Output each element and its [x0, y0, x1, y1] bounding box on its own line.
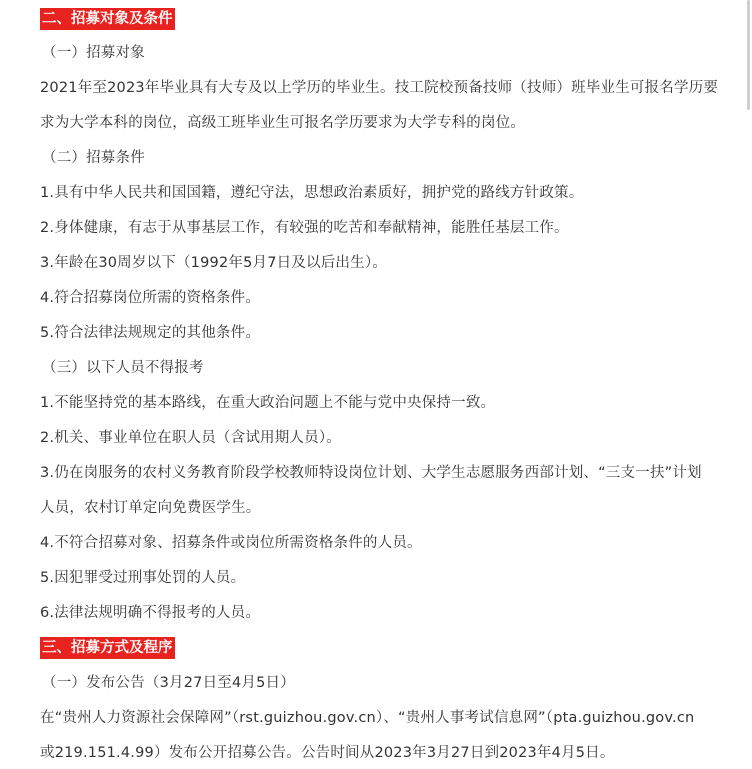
ineligible-item: 人员，农村订单定向免费医学生。 [40, 500, 261, 516]
scrollbar[interactable] [746, 0, 752, 110]
paragraph-line: 在“贵州人力资源社会保障网”（rst.guizhou.gov.cn）、“贵州人事考试信息网”（pta.guizhou.gov.cn [40, 710, 695, 726]
ineligible-item: 2.机关、事业单位在职人员（含试用期人员）。 [40, 430, 341, 446]
ineligible-item: 6.法律法规明确不得报考的人员。 [40, 605, 261, 621]
section-heading-recruitment-procedure: 三、招募方式及程序 [40, 637, 175, 659]
ineligible-item: 1.不能坚持党的基本路线，在重大政治问题上不能与党中央保持一致。 [40, 395, 496, 411]
subheading-ineligible-persons: （三）以下人员不得报考 [42, 360, 204, 376]
paragraph-line: 或219.151.4.99）发布公开招募公告。公告时间从2023年3月27日到2023年4月5日。 [40, 745, 615, 761]
ineligible-item: 5.因犯罪受过刑事处罚的人员。 [40, 570, 246, 586]
ineligible-item: 4.不符合招募对象、招募条件或岗位所需资格条件的人员。 [40, 535, 422, 551]
scrollbar-thumb[interactable] [747, 0, 750, 110]
subheading-recruitment-conditions: （二）招募条件 [42, 150, 145, 166]
condition-item: 3.年龄在30周岁以下（1992年5月7日及以后出生）。 [40, 255, 387, 271]
subheading-publish-announcement: （一）发布公告（3月27日至4月5日） [42, 675, 295, 691]
condition-item: 4.符合招募岗位所需的资格条件。 [40, 290, 261, 306]
condition-item: 5.符合法律法规规定的其他条件。 [40, 325, 261, 341]
paragraph-line: 2021年至2023年毕业具有大专及以上学历的毕业生。技工院校预备技师（技师）班毕业生可报名学历要 [40, 80, 719, 96]
ineligible-item: 3.仍在岗服务的农村义务教育阶段学校教师特设岗位计划、大学生志愿服务西部计划、“三支一扶”计划 [40, 465, 702, 481]
condition-item: 1.具有中华人民共和国国籍，遵纪守法，思想政治素质好，拥护党的路线方针政策。 [40, 185, 584, 201]
section-heading-recruitment-targets: 二、招募对象及条件 [40, 8, 175, 30]
condition-item: 2.身体健康，有志于从事基层工作，有较强的吃苦和奉献精神，能胜任基层工作。 [40, 220, 569, 236]
paragraph-line: 求为大学本科的岗位，高级工班毕业生可报名学历要求为大学专科的岗位。 [40, 115, 526, 131]
subheading-recruitment-target: （一）招募对象 [42, 45, 145, 61]
